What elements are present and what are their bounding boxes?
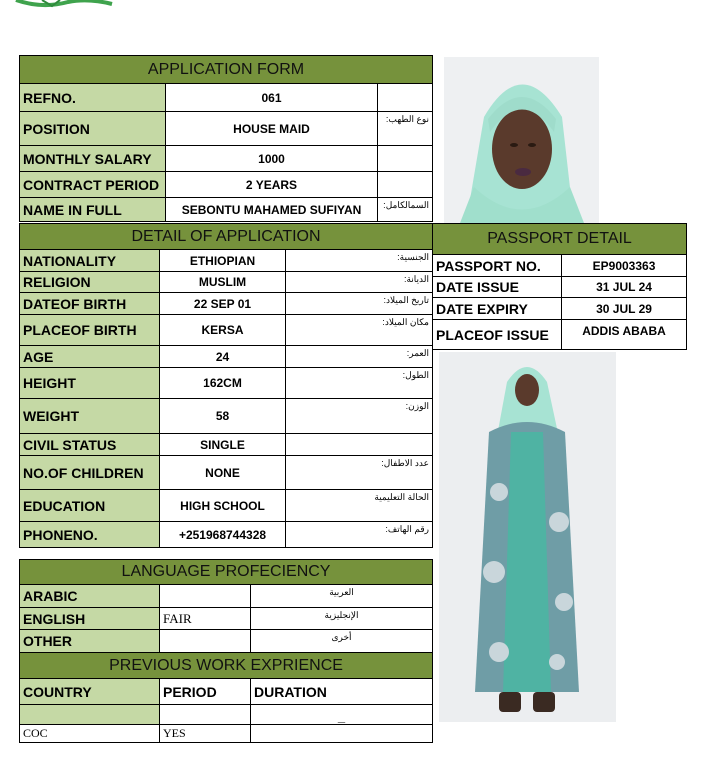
detail-value: SINGLE: [160, 434, 286, 456]
detail-label: HEIGHT: [20, 368, 160, 399]
language-arabic: أخرى: [251, 630, 433, 653]
contract-label: CONTRACT PERIOD: [20, 172, 166, 198]
work-experience-table: [19, 652, 433, 743]
coc-value: YES: [160, 725, 251, 743]
detail-label: NATIONALITY: [20, 250, 160, 272]
detail-value: 162CM: [160, 368, 286, 399]
detail-label: AGE: [20, 346, 160, 368]
detail-label: PHONENO.: [20, 522, 160, 548]
logo: [12, 0, 116, 8]
detail-label: WEIGHT: [20, 399, 160, 434]
detail-arabic: الحالة التعليمية: [286, 490, 433, 522]
name-label: NAME IN FULL: [20, 198, 166, 222]
application-form-table: [19, 55, 433, 222]
work-title: PREVIOUS WORK EXPRIENCE: [20, 653, 433, 679]
detail-arabic: :الطول: [286, 368, 433, 399]
period-label: PERIOD: [160, 679, 251, 705]
language-title: LANGUAGE PROFECIENCY: [20, 560, 433, 585]
detail-value: 58: [160, 399, 286, 434]
passport-table: [432, 223, 687, 350]
language-table: [19, 559, 433, 653]
passport-value: ADDIS ABABA: [562, 320, 687, 350]
position-arabic: :نوع الطهب: [378, 112, 433, 146]
portrait-photo: [444, 57, 599, 223]
position-label: POSITION: [20, 112, 166, 146]
detail-table: [19, 223, 433, 548]
detail-value: +251968744328: [160, 522, 286, 548]
detail-arabic: [286, 434, 433, 456]
passport-label: DATE EXPIRY: [433, 298, 562, 320]
detail-value: 24: [160, 346, 286, 368]
passport-label: DATE ISSUE: [433, 277, 562, 298]
language-value: FAIR: [160, 608, 251, 630]
detail-arabic: :الديانة: [286, 272, 433, 293]
detail-value: KERSA: [160, 315, 286, 346]
coc-label: COC: [20, 725, 160, 743]
country-label: COUNTRY: [20, 679, 160, 705]
passport-label: PLACEOF ISSUE: [433, 320, 562, 350]
detail-label: CIVIL STATUS: [20, 434, 160, 456]
name-value: SEBONTU MAHAMED SUFIYAN: [166, 198, 378, 222]
position-value: HOUSE MAID: [166, 112, 378, 146]
passport-value: EP9003363: [562, 255, 687, 277]
passport-value: 30 JUL 29: [562, 298, 687, 320]
detail-arabic: :تاريخ الميلاد: [286, 293, 433, 315]
detail-arabic: :العمر: [286, 346, 433, 368]
passport-title: PASSPORT DETAIL: [433, 224, 687, 255]
detail-label: RELIGION: [20, 272, 160, 293]
language-value: [160, 630, 251, 653]
detail-value: ETHIOPIAN: [160, 250, 286, 272]
detail-title: DETAIL OF APPLICATION: [20, 224, 433, 250]
detail-value: MUSLIM: [160, 272, 286, 293]
language-label: ARABIC: [20, 585, 160, 608]
salary-label: MONTHLY SALARY: [20, 146, 166, 172]
detail-arabic: :عدد الاطفال: [286, 456, 433, 490]
detail-label: NO.OF CHILDREN: [20, 456, 160, 490]
language-arabic: العربية: [251, 585, 433, 608]
detail-value: NONE: [160, 456, 286, 490]
detail-value: 22 SEP 01: [160, 293, 286, 315]
salary-value: 1000: [166, 146, 378, 172]
detail-arabic: :الوزن: [286, 399, 433, 434]
language-label: OTHER: [20, 630, 160, 653]
detail-label: DATEOF BIRTH: [20, 293, 160, 315]
language-label: ENGLISH: [20, 608, 160, 630]
contract-value: 2 YEARS: [166, 172, 378, 198]
detail-arabic: :الجنسية: [286, 250, 433, 272]
detail-value: HIGH SCHOOL: [160, 490, 286, 522]
detail-arabic: :مكان الميلاد: [286, 315, 433, 346]
detail-arabic: :رقم الهاتف: [286, 522, 433, 548]
language-value: [160, 585, 251, 608]
full-body-photo: [439, 352, 616, 722]
name-arabic: :السمالكامل: [378, 198, 433, 222]
duration-dash: _: [251, 705, 433, 725]
duration-label: DURATION: [251, 679, 433, 705]
passport-label: PASSPORT NO.: [433, 255, 562, 277]
language-arabic: الإنجليزية: [251, 608, 433, 630]
application-form-title: APPLICATION FORM: [20, 56, 433, 84]
detail-label: EDUCATION: [20, 490, 160, 522]
detail-label: PLACEOF BIRTH: [20, 315, 160, 346]
refno-label: REFNO.: [20, 84, 166, 112]
passport-value: 31 JUL 24: [562, 277, 687, 298]
refno-value: 061: [166, 84, 378, 112]
